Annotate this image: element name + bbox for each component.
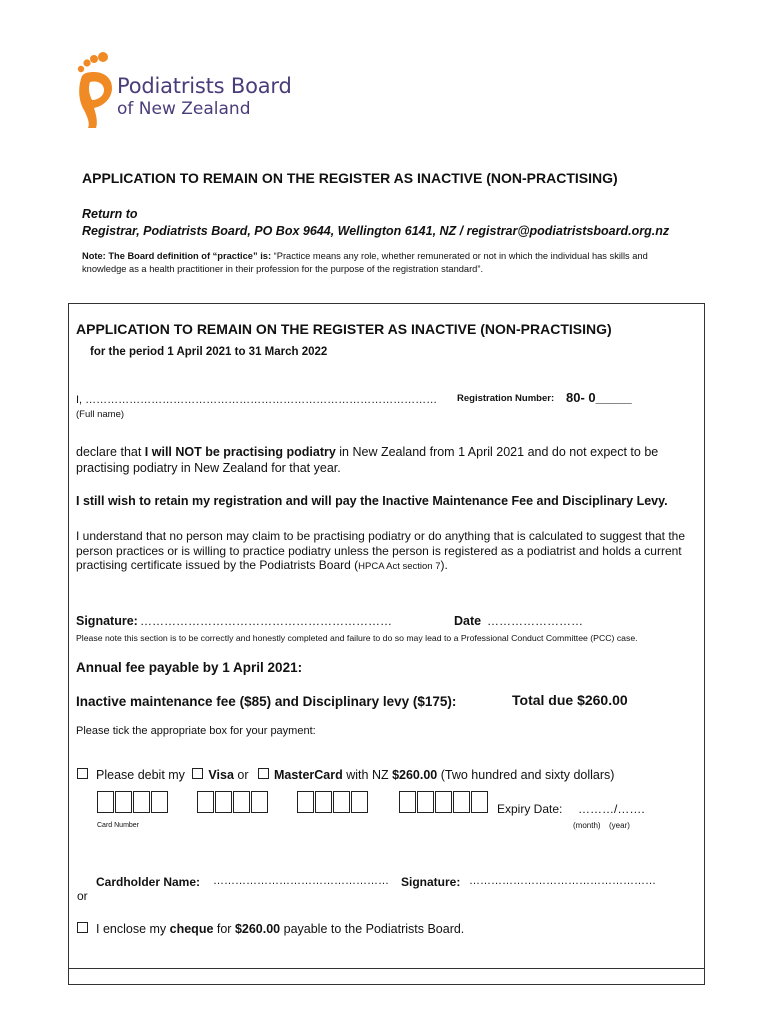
understand-paragraph (76, 529, 701, 575)
card-digit-box[interactable] (297, 791, 314, 813)
fee-breakdown: Inactive maintenance fee ($85) and Disciplinary levy ($175): (76, 694, 457, 709)
card-digit-box[interactable] (251, 791, 268, 813)
full-name-label: (Full name) (76, 409, 125, 420)
expiry-field[interactable]: ………/……. (578, 802, 645, 816)
card-digit-box[interactable] (399, 791, 416, 813)
declare-text-a: declare that (76, 445, 145, 459)
card-digit-box[interactable] (333, 791, 350, 813)
card-digit-box[interactable] (197, 791, 214, 813)
card-digit-box[interactable] (471, 791, 488, 813)
hpca-reference: HPCA Act section 7 (358, 561, 441, 572)
visa-label: Visa (208, 768, 234, 782)
card-digit-box[interactable] (151, 791, 168, 813)
cardholder-signature-field[interactable]: …………………………………………… (469, 875, 656, 887)
pcc-note: Please note this section is to be correctly and honestly completed and failure to do so may lead to a Professional Conduct Committee (PCC) case. (76, 633, 638, 643)
note-label: Note: The Board definition of “practice” is: (82, 251, 272, 261)
understand-end: ). (440, 558, 448, 572)
form-title: APPLICATION TO REMAIN ON THE REGISTER AS INACTIVE (NON-PRACTISING) (76, 321, 612, 337)
cardholder-signature-label: Signature: (401, 875, 461, 889)
year-label: (year) (609, 821, 630, 830)
return-to-label: Return to (82, 207, 138, 221)
card-digit-box[interactable] (351, 791, 368, 813)
payment-instructions: Please tick the appropriate box for your payment: (76, 725, 316, 737)
card-digit-box[interactable] (315, 791, 332, 813)
retain-statement: I still wish to retain my registration and will pay the Inactive Maintenance Fee and Disciplinary Levy. (76, 494, 668, 508)
total-due: Total due $260.00 (512, 692, 628, 708)
registration-number-label: Registration Number: (457, 393, 555, 404)
visa-checkbox[interactable] (192, 768, 203, 779)
form-divider (68, 968, 705, 969)
declaration-paragraph (76, 445, 688, 476)
card-digit-box[interactable] (435, 791, 452, 813)
card-digit-box[interactable] (233, 791, 250, 813)
signature-field[interactable]: ……………………………………………………… (140, 614, 392, 628)
debit-amount: $260.00 (392, 768, 438, 782)
mastercard-checkbox[interactable] (258, 768, 269, 779)
cheque-text-c: for (213, 922, 235, 936)
debit-checkbox[interactable] (77, 768, 88, 779)
cheque-option (96, 922, 464, 936)
expiry-label: Expiry Date: (497, 802, 563, 816)
return-address: Registrar, Podiatrists Board, PO Box 9644, Wellington 6141, NZ / registrar@podiatristsboard.org.nz (82, 224, 670, 238)
cheque-word: cheque (169, 922, 214, 936)
or-separator: or (77, 889, 88, 903)
card-digit-box[interactable] (115, 791, 132, 813)
date-label: Date (454, 614, 482, 628)
card-digit-box[interactable] (417, 791, 434, 813)
debit-text: Please debit my (96, 768, 189, 782)
page-title: APPLICATION TO REMAIN ON THE REGISTER AS INACTIVE (NON-PRACTISING) (82, 170, 618, 186)
card-digit-box[interactable] (133, 791, 150, 813)
practice-definition-note (82, 250, 692, 275)
card-number-label: Card Number (97, 822, 140, 829)
cheque-text-a: I enclose my (96, 922, 170, 936)
note-text: “Practice means any role, whether remunerated or not in which the individual has skills and knowledge as a health practitioner in their profession for the purpose of the registration standard”. (82, 251, 648, 274)
debit-with-text: with NZ (342, 768, 393, 782)
understand-text: I understand that no person may claim to be practising podiatry or do anything that is calculated to suggest that the person practices or is willing to practice podiatry unless the person is registered as a podiatrist and holds a current practising certificate issued by the Podiatrists Board ( (76, 529, 686, 572)
mastercard-label: MasterCard (273, 768, 343, 782)
foot-logo-icon (78, 52, 112, 128)
debit-amount-words: (Two hundred and sixty dollars) (437, 768, 615, 782)
cheque-text-d: payable to the Podiatrists Board. (280, 922, 465, 936)
signature-label: Signature: (76, 614, 138, 628)
debit-option (96, 768, 614, 782)
card-digit-box[interactable] (97, 791, 114, 813)
cardholder-name-label: Cardholder Name: (96, 875, 201, 889)
full-name-field[interactable]: I, …………………………………………………………………………………… (76, 394, 438, 406)
card-digit-box[interactable] (215, 791, 232, 813)
declare-text-bold: I will NOT be practising podiatry (144, 445, 336, 459)
card-digit-box[interactable] (453, 791, 470, 813)
cardholder-name-field[interactable]: ………………………………………… (213, 875, 389, 887)
cheque-amount: $260.00 (234, 922, 281, 936)
month-label: (month) (573, 821, 601, 830)
form-period: for the period 1 April 2021 to 31 March 2022 (90, 346, 328, 358)
logo-title: Podiatrists Board (117, 74, 292, 98)
fee-heading: Annual fee payable by 1 April 2021: (76, 660, 303, 675)
or-word: or (233, 768, 252, 782)
date-field[interactable]: …………………… (487, 614, 583, 628)
registration-number-field[interactable]: 80- 0_____ (566, 390, 632, 405)
cheque-checkbox[interactable] (77, 922, 88, 933)
declare-text-c: in New Zealand from 1 April 2021 and do not expect to be practising podiatry in New Zealand for that year. (76, 445, 659, 475)
logo-subtitle: of New Zealand (117, 99, 251, 119)
